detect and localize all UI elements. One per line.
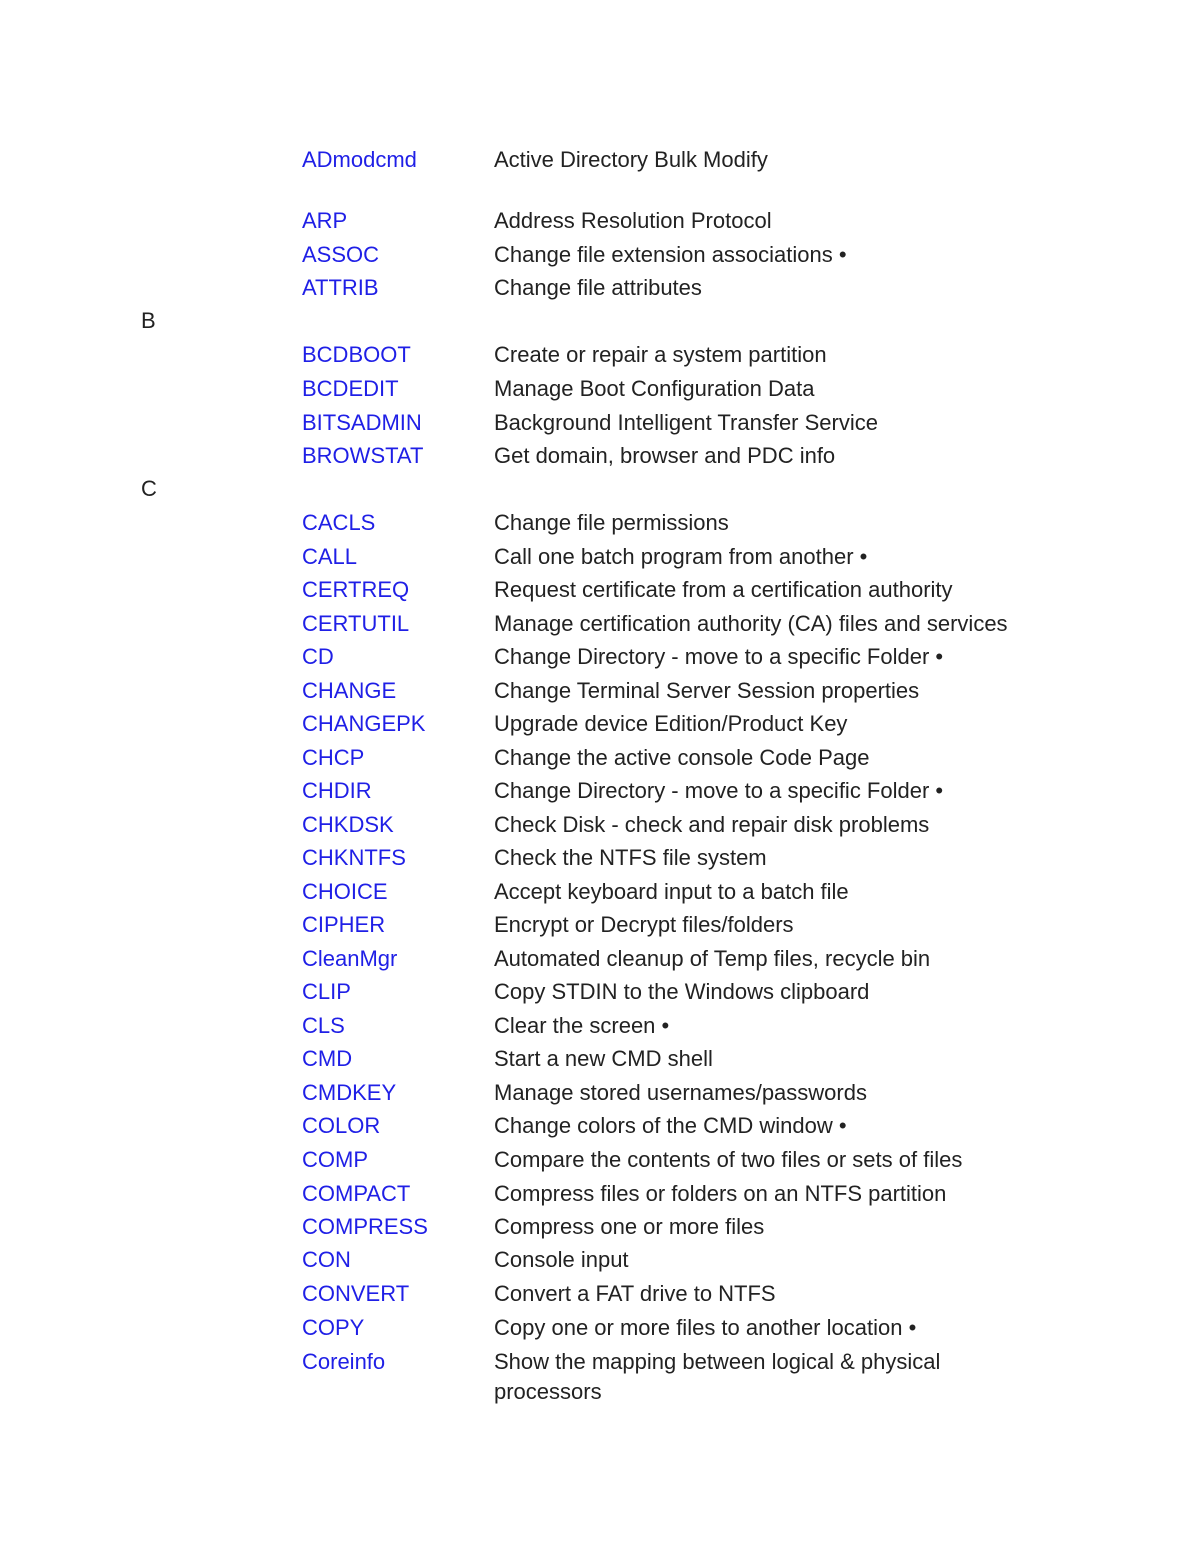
command-link[interactable]: BCDBOOT [302, 342, 411, 367]
command-description: Copy one or more files to another location • [494, 1315, 917, 1340]
command-description: Start a new CMD shell [494, 1046, 713, 1071]
command-description: Address Resolution Protocol [494, 208, 772, 233]
command-link[interactable]: CHANGE [302, 678, 397, 703]
command-description: Upgrade device Edition/Product Key [494, 711, 848, 736]
command-link[interactable]: CON [302, 1247, 351, 1272]
command-link[interactable]: ARP [302, 208, 348, 233]
list-item [0, 542, 1200, 572]
command-link[interactable]: CHCP [302, 745, 365, 770]
command-link[interactable]: CIPHER [302, 912, 386, 937]
command-link[interactable]: Coreinfo [302, 1349, 386, 1374]
command-description: Console input [494, 1247, 629, 1272]
command-description: Compress one or more files [494, 1214, 765, 1239]
list-item [0, 1212, 1200, 1242]
command-description: Check Disk - check and repair disk problems [494, 812, 930, 837]
command-description: Background Intelligent Transfer Service [494, 410, 878, 435]
command-description: Change Directory - move to a specific Folder • [494, 778, 944, 803]
command-link[interactable]: ADmodcmd [302, 147, 417, 172]
list-item [0, 944, 1200, 974]
list-item [0, 1145, 1200, 1175]
command-description: Show the mapping between logical & physical processors [494, 1349, 941, 1404]
list-item [0, 1347, 1200, 1407]
list-item [0, 575, 1200, 605]
command-description: Change Terminal Server Session properties [494, 678, 920, 703]
list-item [0, 240, 1200, 270]
command-link[interactable]: CACLS [302, 510, 376, 535]
section-letter: C [141, 476, 157, 501]
list-item [0, 743, 1200, 773]
list-item [0, 1179, 1200, 1209]
command-description: Call one batch program from another • [494, 544, 868, 569]
command-description: Encrypt or Decrypt files/folders [494, 912, 794, 937]
list-item [0, 843, 1200, 873]
command-link[interactable]: CMD [302, 1046, 353, 1071]
list-item [0, 1313, 1200, 1343]
command-description: Change file attributes [494, 275, 702, 300]
command-link[interactable]: CleanMgr [302, 946, 398, 971]
command-link[interactable]: COLOR [302, 1113, 381, 1138]
command-link[interactable]: COMP [302, 1147, 368, 1172]
command-link[interactable]: COPY [302, 1315, 365, 1340]
command-link[interactable]: ASSOC [302, 242, 380, 267]
list-item [0, 1044, 1200, 1074]
command-link[interactable]: CERTREQ [302, 577, 410, 602]
command-description: Convert a FAT drive to NTFS [494, 1281, 776, 1306]
list-item [0, 508, 1200, 538]
command-description: Accept keyboard input to a batch file [494, 879, 849, 904]
command-link[interactable]: BCDEDIT [302, 376, 399, 401]
list-item [0, 408, 1200, 438]
command-description: Copy STDIN to the Windows clipboard [494, 979, 870, 1004]
list-item [0, 1078, 1200, 1108]
list-item [0, 374, 1200, 404]
list-item [0, 810, 1200, 840]
list-item [0, 776, 1200, 806]
command-link[interactable]: ATTRIB [302, 275, 379, 300]
command-description: Automated cleanup of Temp files, recycle bin [494, 946, 931, 971]
command-description: Change Directory - move to a specific Folder • [494, 644, 944, 669]
list-item [0, 1279, 1200, 1309]
command-description: Change the active console Code Page [494, 745, 870, 770]
list-item [0, 1111, 1200, 1141]
list-item [0, 1245, 1200, 1275]
command-description: Change colors of the CMD window • [494, 1113, 847, 1138]
command-link[interactable]: COMPACT [302, 1181, 411, 1206]
command-link[interactable]: COMPRESS [302, 1214, 428, 1239]
list-item [0, 1011, 1200, 1041]
command-description: Change file permissions [494, 510, 729, 535]
command-link[interactable]: CHKNTFS [302, 845, 406, 870]
list-item [0, 642, 1200, 672]
command-description: Create or repair a system partition [494, 342, 827, 367]
section-letter: B [141, 308, 156, 333]
list-item [0, 340, 1200, 370]
command-description: Manage stored usernames/passwords [494, 1080, 867, 1105]
command-link[interactable]: CONVERT [302, 1281, 410, 1306]
list-item [0, 676, 1200, 706]
command-link[interactable]: CALL [302, 544, 358, 569]
command-description: Clear the screen • [494, 1013, 670, 1038]
command-link[interactable]: CHKDSK [302, 812, 394, 837]
command-link[interactable]: CMDKEY [302, 1080, 397, 1105]
command-description: Compress files or folders on an NTFS partition [494, 1181, 947, 1206]
list-item [0, 877, 1200, 907]
command-link[interactable]: BROWSTAT [302, 443, 424, 468]
list-item [0, 206, 1200, 236]
command-description: Change file extension associations • [494, 242, 847, 267]
command-description: Active Directory Bulk Modify [494, 147, 768, 172]
list-item [0, 977, 1200, 1007]
list-item [0, 273, 1200, 303]
command-description: Manage certification authority (CA) files and services [494, 611, 1008, 636]
command-link[interactable]: BITSADMIN [302, 410, 422, 435]
list-item [0, 609, 1200, 639]
command-link[interactable]: CHDIR [302, 778, 372, 803]
command-link[interactable]: CHANGEPK [302, 711, 426, 736]
command-link[interactable]: CLIP [302, 979, 351, 1004]
command-link[interactable]: CLS [302, 1013, 345, 1038]
list-item [0, 441, 1200, 471]
command-link[interactable]: CHOICE [302, 879, 388, 904]
list-item [0, 145, 1200, 175]
list-item [0, 709, 1200, 739]
command-link[interactable]: CERTUTIL [302, 611, 410, 636]
command-description: Compare the contents of two files or sets of files [494, 1147, 963, 1172]
command-description: Manage Boot Configuration Data [494, 376, 815, 401]
command-description: Request certificate from a certification authority [494, 577, 953, 602]
command-description: Get domain, browser and PDC info [494, 443, 836, 468]
command-link[interactable]: CD [302, 644, 334, 669]
list-item [0, 910, 1200, 940]
command-description: Check the NTFS file system [494, 845, 767, 870]
